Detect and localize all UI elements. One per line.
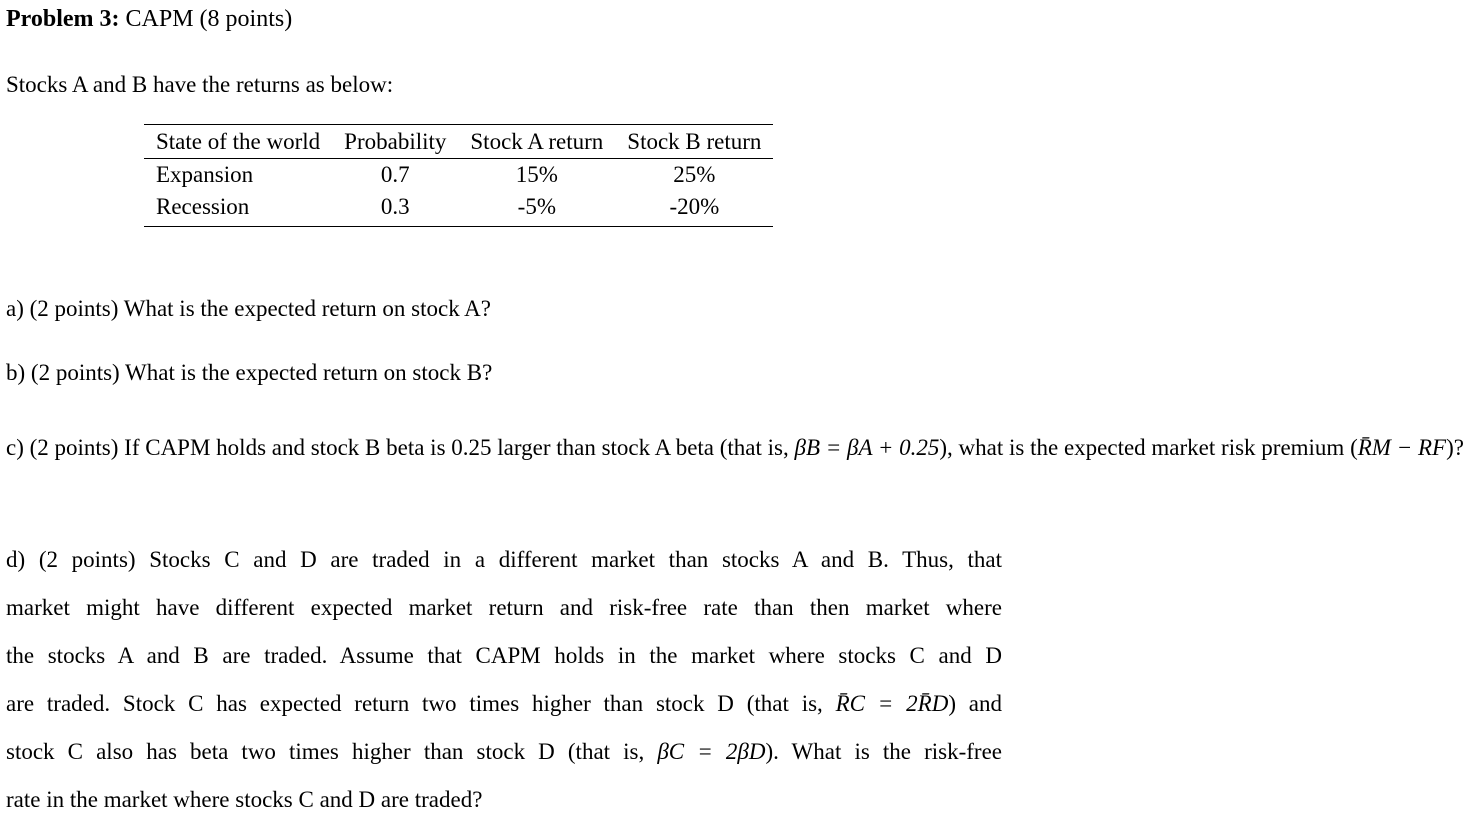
col-header-probability: Probability bbox=[332, 125, 458, 159]
table-header-row bbox=[144, 125, 773, 159]
question-d-line-5: stock C also has beta two times higher than stock D (that is, βC = 2βD). What is the risk-free bbox=[6, 739, 1002, 764]
question-d-line-1: d) (2 points) Stocks C and D are traded in a different market than stocks A and B. Thus, that bbox=[6, 547, 1002, 572]
question-c-line-1: c) (2 points) If CAPM holds and stock B beta is 0.25 larger than stock A beta (that is, βB = βA + 0.25), what is the expected market risk premium (R̄M − RF)? bbox=[6, 435, 1464, 460]
cell-stock-a: 15% bbox=[515, 162, 558, 187]
cell-state: Expansion bbox=[156, 162, 254, 187]
beta-ratio-equation: βC = 2βD bbox=[657, 739, 766, 764]
question-d-line-6: rate in the market where stocks C and D are traded? bbox=[6, 787, 483, 812]
cell-probability: 0.3 bbox=[380, 194, 410, 219]
cell-stock-a: -5% bbox=[517, 194, 556, 219]
table-row bbox=[144, 159, 773, 192]
question-d-line-3: the stocks A and B are traded. Assume that CAPM holds in the market where stocks C and D bbox=[6, 643, 1002, 668]
col-header-stock-a: Stock A return bbox=[458, 125, 615, 159]
table-row bbox=[144, 191, 773, 227]
question-d-line-2: market might have different expected market return and risk-free rate than then market where bbox=[6, 595, 1002, 620]
intro-text: Stocks A and B have the returns as below: bbox=[6, 72, 394, 97]
question-a: a) (2 points) What is the expected return on stock A? bbox=[6, 296, 491, 321]
col-header-stock-b: Stock B return bbox=[615, 125, 773, 159]
col-header-state: State of the world bbox=[144, 125, 332, 159]
question-d-line-4: are traded. Stock C has expected return two times higher than stock D (that is, R̄C = 2R̄D) and bbox=[6, 691, 1002, 716]
return-equation: R̄C = 2R̄D bbox=[835, 691, 949, 716]
cell-probability: 0.7 bbox=[380, 162, 410, 187]
beta-equation: βB = βA + 0.25 bbox=[794, 435, 940, 460]
risk-premium-expression: R̄M − RF bbox=[1357, 435, 1447, 460]
cell-stock-b: -20% bbox=[669, 194, 720, 219]
question-b: b) (2 points) What is the expected return on stock B? bbox=[6, 360, 493, 385]
question-d bbox=[6, 536, 1002, 824]
question-c bbox=[6, 424, 1464, 472]
returns-table bbox=[144, 124, 773, 227]
problem-title: CAPM (8 points) bbox=[125, 6, 293, 32]
cell-stock-b: 25% bbox=[673, 162, 716, 187]
cell-state: Recession bbox=[156, 194, 250, 219]
problem-number: Problem 3: bbox=[6, 6, 120, 32]
problem-heading bbox=[6, 6, 292, 33]
